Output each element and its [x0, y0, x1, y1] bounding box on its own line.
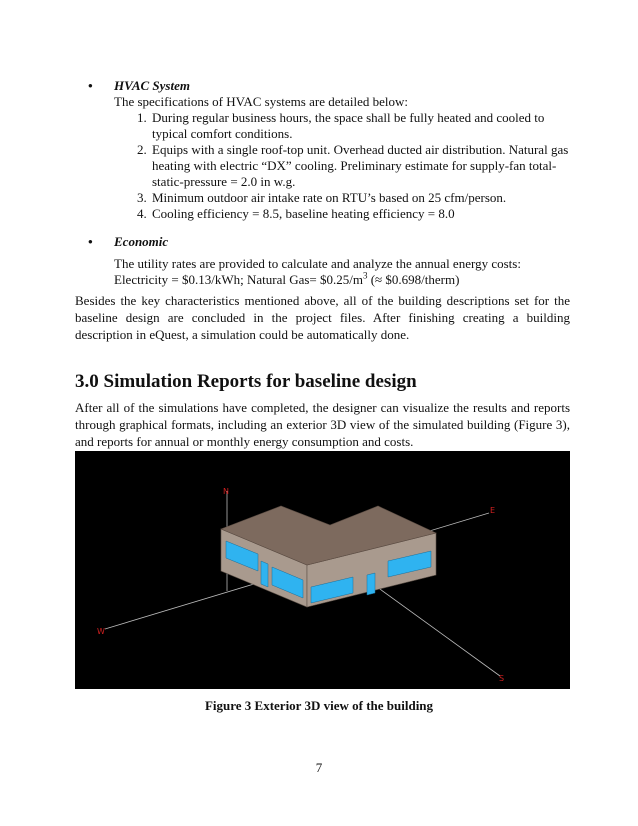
door-se: [367, 573, 375, 595]
hvac-spec-item: 4. Cooling efficiency = 8.5, baseline heating efficiency = 8.0: [150, 206, 582, 222]
hvac-section: [88, 78, 582, 222]
bullet-icon: •: [88, 78, 93, 93]
building-3d-view: [75, 451, 570, 689]
axis-label-n: N: [223, 487, 229, 496]
economic-heading: • Economic: [88, 234, 169, 249]
hvac-spec-item: 1. During regular business hours, the space shall be fully heated and cooled to typical comfort conditions.: [150, 110, 582, 142]
economic-section: [88, 234, 582, 288]
hvac-spec-item: 2. Equips with a single roof-top unit. Overhead ducted air distribution. Natural gas heating with electric “DX” cooling. Preliminary estimate for supply-fan total-static-pressure = 2.0 in w.g.: [150, 142, 582, 190]
economic-line-2: Electricity = $0.13/kWh; Natural $Gas= \$0.25/m^3$ (≈ $0.698/therm): [114, 270, 460, 287]
economic-text: [92, 256, 582, 288]
economic-line-1: The utility rates are provided to calculate and analyze the annual energy costs:: [114, 256, 521, 271]
hvac-intro: The specifications of HVAC systems are detailed below:: [114, 94, 408, 109]
hvac-spec-item: 3. Minimum outdoor air intake rate on RTU’s based on 25 cfm/person.: [150, 190, 582, 206]
section-heading: 3.0 Simulation Reports for baseline design: [75, 371, 417, 392]
hvac-heading: • HVAC System: [88, 78, 190, 93]
hvac-spec-list: [92, 110, 582, 222]
paragraph-building-description: Besides the key characteristics mentioned above, all of the building descriptions set for the baseline design are concluded in the project files. After finishing creating a building description in eQuest, a simulation could be automatically done.: [75, 293, 570, 342]
axis-label-s: S: [499, 674, 505, 683]
door-sw: [261, 561, 268, 587]
page-number: 7: [315, 760, 323, 775]
bullet-icon: •: [88, 234, 93, 249]
figure-caption: Figure 3 Exterior 3D view of the building: [204, 698, 434, 713]
axis-label-e: E: [490, 506, 496, 515]
building-3d-illustration: [75, 451, 570, 689]
axis-label-w: W: [97, 627, 105, 636]
paragraph-simulation-reports: After all of the simulations have completed, the designer can visualize the results and reports through graphical formats, including an exterior 3D view of the simulated building (Figure 3), and reports for annual or monthly energy consumption and costs.: [75, 400, 570, 449]
